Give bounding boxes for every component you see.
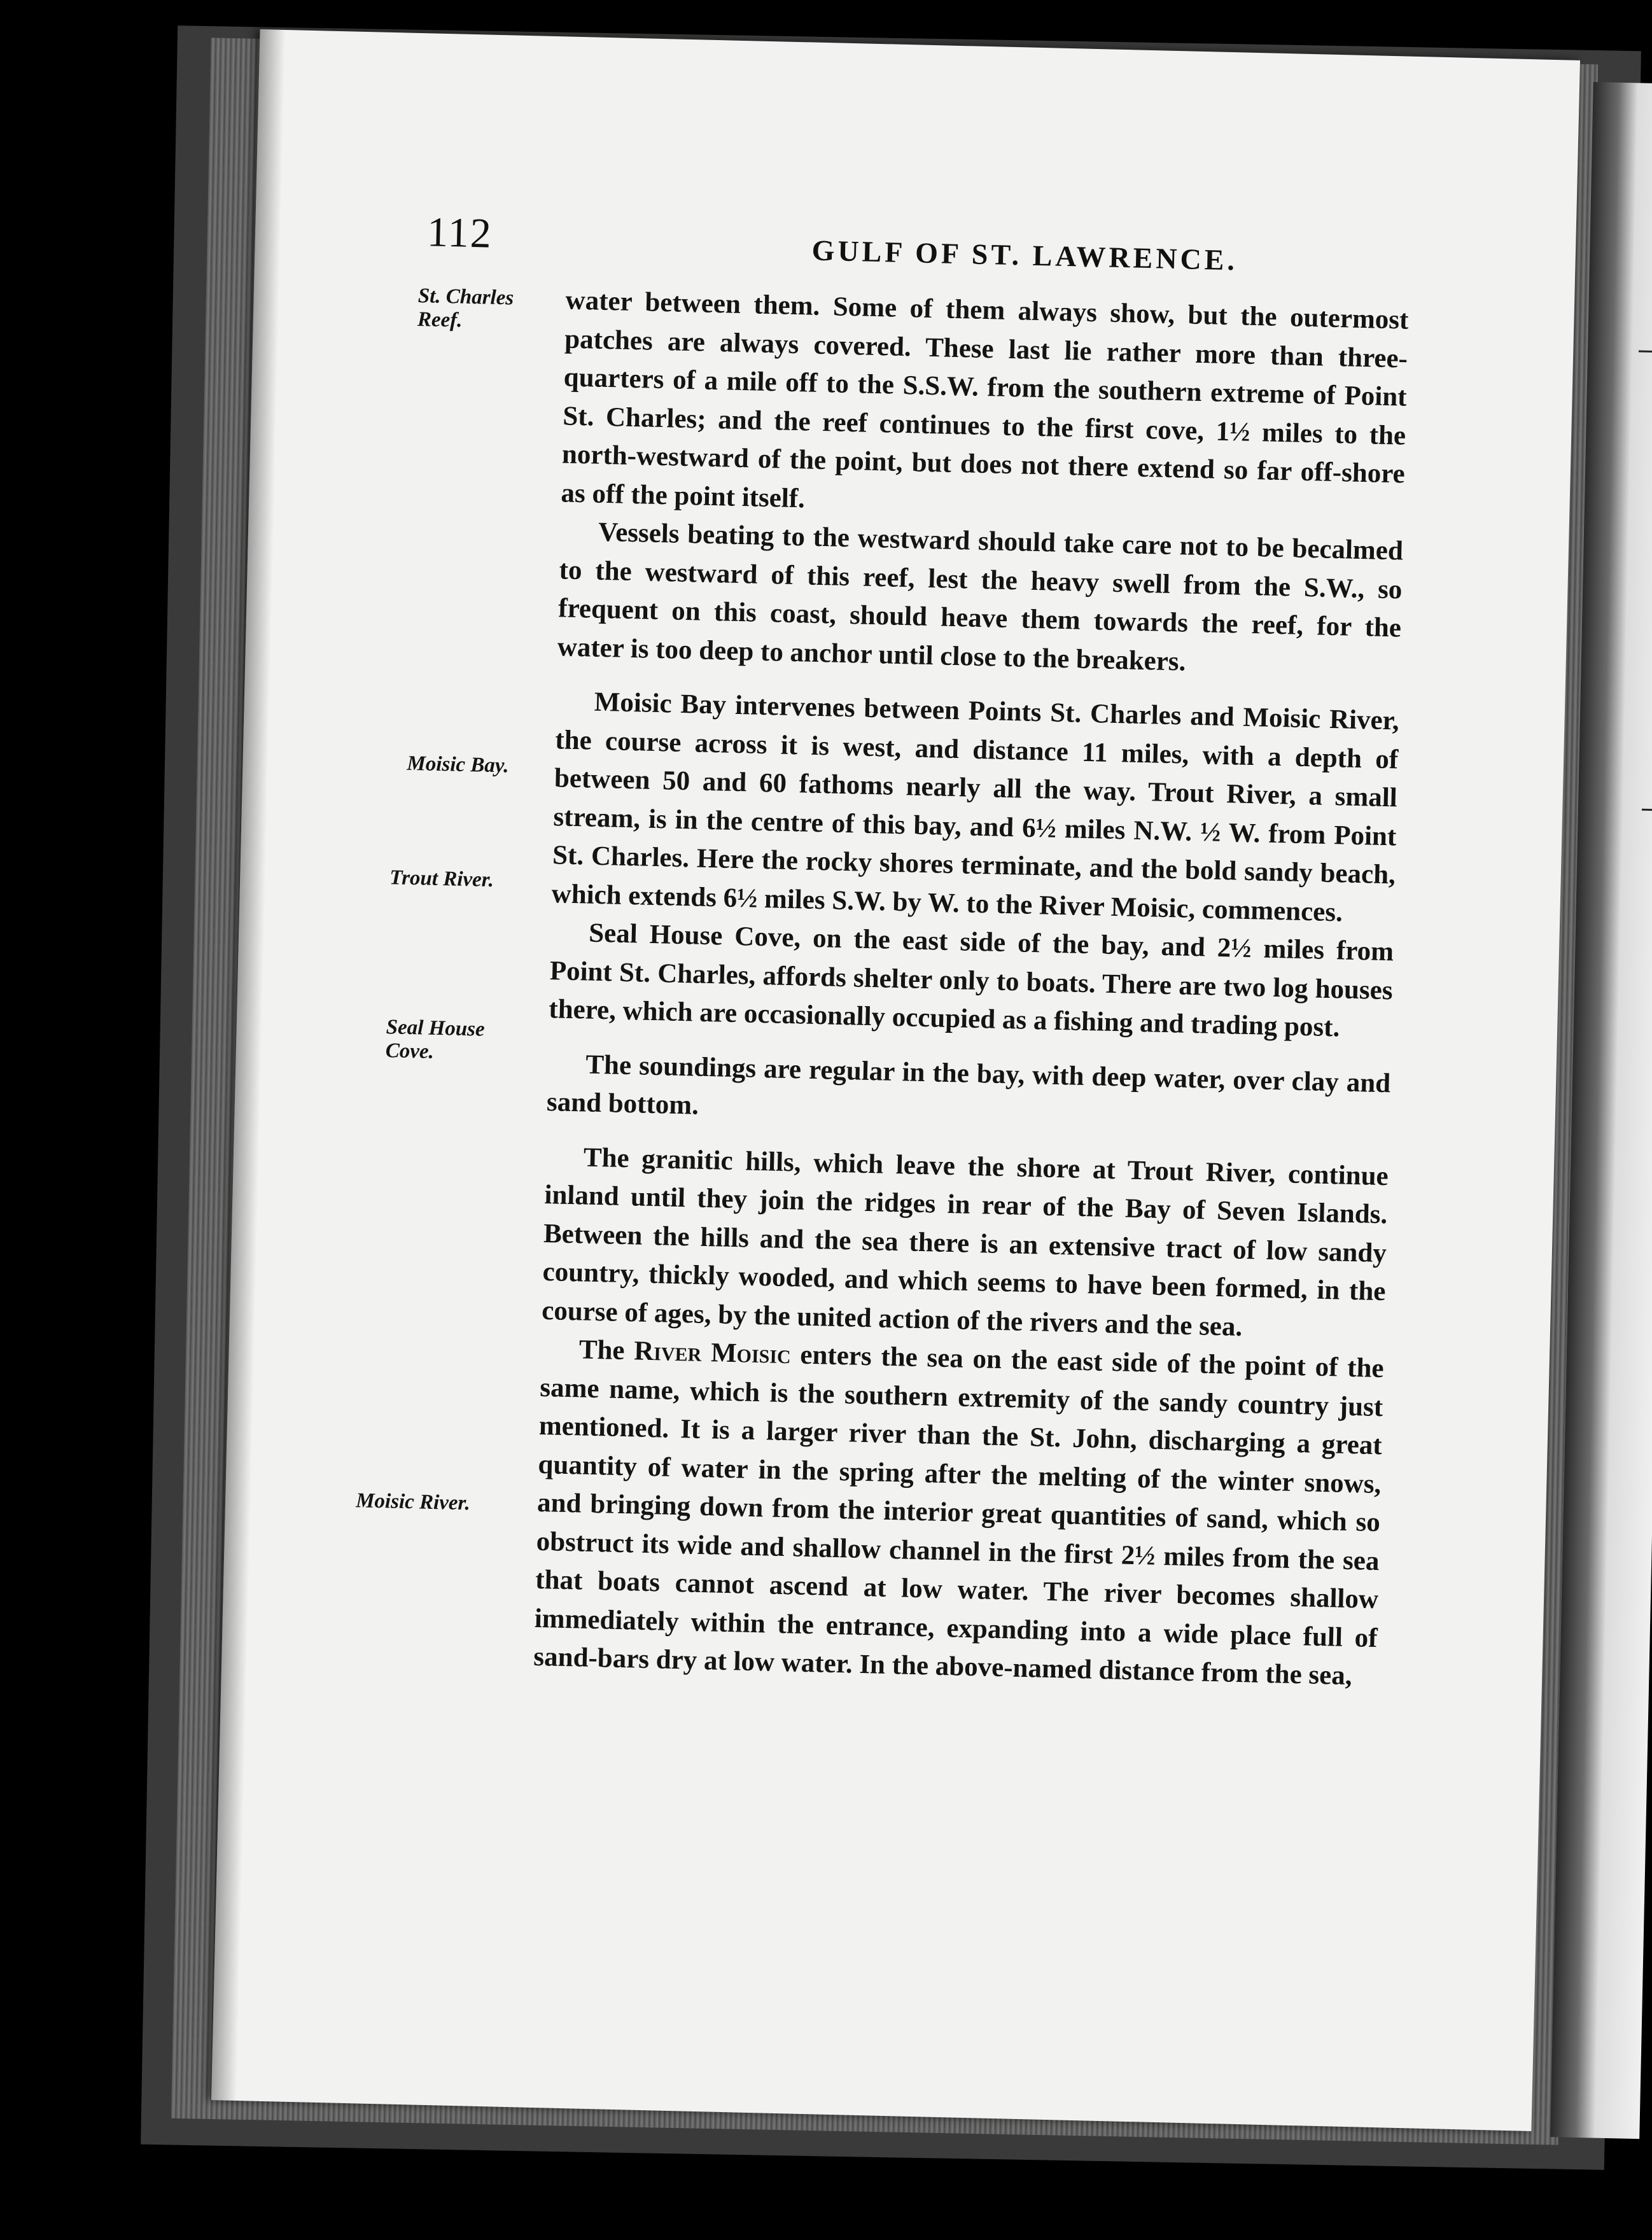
paragraph: The granitic hills, which leave the shore at Trout River, continue inland until they join the ridges in rear of the Bay of Seven Islands. Between the hills and the sea there is an extensive tract of low sandy country, thickly wooded, and which seems to have been formed, in the course of ages, by the united action of the rivers and the sea.	[541, 1142, 1389, 1342]
paragraph-body: enters the sea on the east side of the point of the same name, which is the southern extremity of the sandy country just mentioned. It is a larger river than the St. John, discharging a great quantity of water in the spring after the melting of the winter snows, and bringing down from the interior great quantities of sand, which so obstruct its wide and shallow channel in the first 2½ miles from the sea that boats cannot ascend at low water. The river becomes shallow immediately within the entrance, expanding into a wide place full of sand-bars dry at low water. In the above-named distance from the sea,	[533, 1340, 1385, 1691]
facing-page-mark	[1642, 809, 1652, 811]
body-text	[533, 281, 1409, 1696]
sidenote-moisic-bay: Moisic Bay.	[407, 752, 510, 778]
facing-page-mark	[1639, 350, 1652, 353]
river-name-smallcaps: River Moisic	[633, 1336, 792, 1370]
page-number: 112	[426, 209, 493, 257]
paragraph: Moisic Bay intervenes between Points St. Charles and Moisic River, the course across it is west, and distance 11 miles, with a depth of between 50 and 60 fathoms nearly all the way. Trout River, a small stream, is in the centre of this bay, and 6½ miles N.W. ½ W. from Point St. Charles. Here the rocky shores terminate, and the bold sandy beach, which extends 6½ miles S.W. by W. to the River Moisic, commences.	[551, 687, 1400, 927]
paragraph-lead: The	[578, 1334, 634, 1366]
paragraph: The soundings are regular in the bay, with deep water, over clay and sand bottom.	[546, 1049, 1391, 1121]
paragraph	[533, 1330, 1384, 1697]
paragraph: Seal House Cove, on the east side of the bay, and 2½ miles from Point St. Charles, affords shelter only to boats. There are two log houses there, which are occasionally occupied as a fishing and trading post.	[548, 918, 1394, 1043]
sidenote-seal-house-cove: Seal House Cove.	[385, 1016, 486, 1063]
sidenote-trout-river: Trout River.	[389, 866, 494, 892]
sidenote-moisic-river: Moisic River.	[355, 1489, 471, 1515]
sidenote-st-charles-reef: St. Charles Reef.	[417, 284, 514, 332]
paragraph: water between them. Some of them always show, but the outermost patches are always covered. These last lie rather more than three-quarters of a mile off to the S.S.W. from the southern extreme of Point St. Charles; and the reef continues to the first cove, 1½ miles to the north-westward of the point, but does not there extend so far off-shore as off the point itself.	[561, 285, 1409, 514]
book-page	[211, 29, 1580, 2131]
running-head: GULF OF ST. LAWRENCE.	[811, 234, 1238, 277]
paragraph: Vessels beating to the westward should take care not to be becalmed to the westward of this reef, lest the heavy swell from the S.W., so frequent on this coast, should heave them towards the reef, for the water is too deep to anchor until close to the breakers.	[557, 517, 1404, 677]
